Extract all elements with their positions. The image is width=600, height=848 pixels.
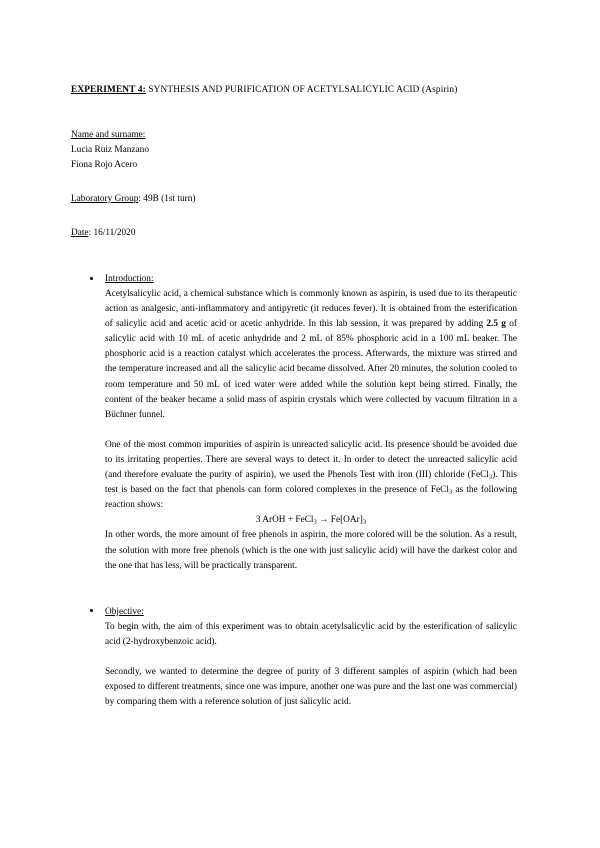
name-and-surname-heading: Name and surname: xyxy=(71,130,146,140)
paragraph: Acetylsalicylic acid, a chemical substance which is commonly known as aspirin, is used due to its therapeutic action as analgesic, anti-inflammatory and antipyretic (it reduces fever). It is obtained from the esterification of salicylic acid and acetic acid or acetic anhydride. In this lab session, it was prepared by adding 2.5 g of salicylic acid with 10 mL of acetic anhydride and 2 mL of 85% phosphoric acid in a 100 mL beaker. The phosphoric acid is a reaction catalyst which accelerates the process. Afterwards, the mixture was stirred and the temperature increased and all the salicylic acid became dissolved. After 20 minutes, the solution cooled to room temperature and 50 mL of iced water were added while the solution kept being stirred. Finally, the content of the beaker became a solid mass of aspirin crystals which were collected by vacuum filtration in a Büchner funnel. xyxy=(105,289,517,420)
author-block xyxy=(71,128,517,173)
laboratory-group-label: Laboratory Group xyxy=(71,194,139,204)
paragraph: In other words, the more amount of free phenols in aspirin, the more colored will be the solution. As a result, the solution with more free phenols (which is the one with just salicylic acid) will have the darkest color and the one that has less, will be practically transparent. xyxy=(105,530,517,571)
laboratory-group-line xyxy=(71,192,517,207)
section-heading-objective: Objective: xyxy=(105,606,144,617)
section-heading-introduction: Introduction: xyxy=(105,274,154,284)
paragraph: One of the most common impurities of aspirin is unreacted salicylic acid. Its presence should be avoided due to its irritating properties. There are several ways to detect it. In order to detect the unreacted salicylic acid (and therefore evaluate the purity of aspirin), we used the Phenols Test with iron (III) chloride (FeCl$_3$). This test is based on the fact that phenols can form colored complexes in the presence of FeCl$_3$ as the following reaction shows: xyxy=(105,439,518,511)
date-label: Date xyxy=(71,228,89,238)
chemical-equation: 3 ArOH + FeCl$_3$ → $Fe[OAr]_3$ xyxy=(255,515,367,526)
author-name-1: Lucia Ruiz Manzano xyxy=(71,145,149,155)
laboratory-group-value: : 49B (1st turn) xyxy=(138,194,196,204)
section-introduction-body xyxy=(71,287,517,574)
section-objective-body xyxy=(71,620,517,710)
date-line xyxy=(71,226,517,241)
document-title-label: EXPERIMENT 4: xyxy=(71,85,146,95)
section-introduction-heading-row xyxy=(71,272,517,287)
document-title-text: SYNTHESIS AND PURIFICATION OF ACETYLSALICYLIC ACID (Aspirin) xyxy=(145,85,458,95)
date-value: : 16/11/2020 xyxy=(88,228,136,238)
bullet-icon xyxy=(90,277,93,280)
document-body xyxy=(71,84,517,710)
bullet-icon xyxy=(90,609,93,612)
section-objective-heading-row xyxy=(71,605,517,620)
document-title xyxy=(71,84,517,97)
paragraph: To begin with, the aim of this experiment was to obtain acetylsalicylic acid by the esterification of salicylic acid (2-hydroxybenzoic acid). xyxy=(105,621,517,647)
author-name-2: Fiona Rojo Acero xyxy=(71,160,138,170)
paragraph: Secondly, we wanted to determine the degree of purity of 3 different samples of aspirin (which had been exposed to different treatments, since one was impure, another one was pure and the last one was commercial) by comparing them with a reference solution of just salicylic acid. xyxy=(105,666,517,708)
